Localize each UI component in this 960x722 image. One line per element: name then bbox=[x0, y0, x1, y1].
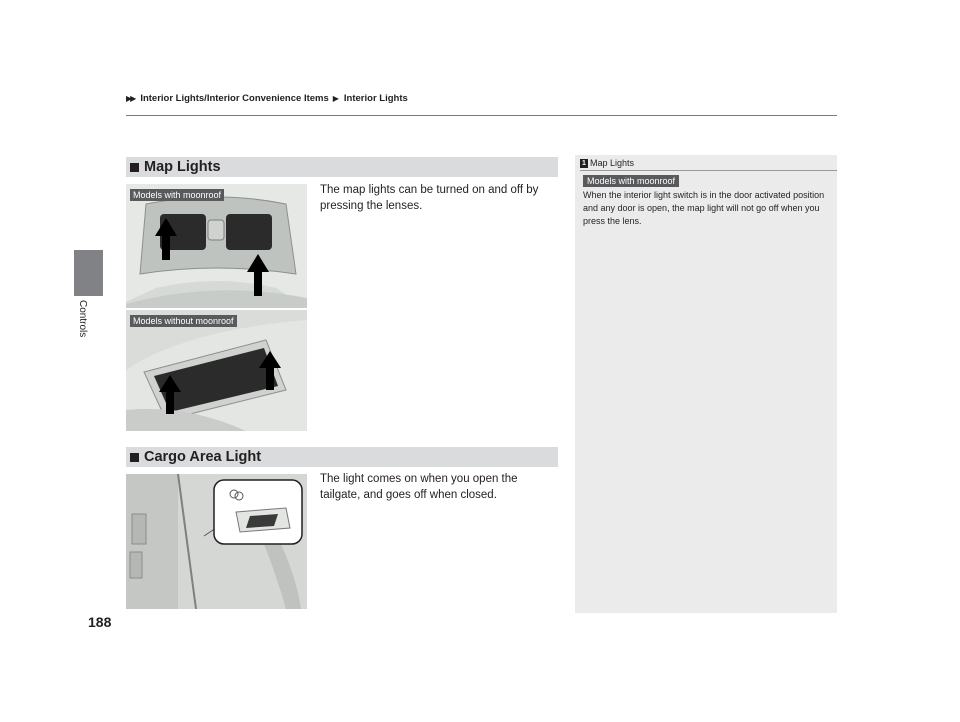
square-bullet-icon bbox=[130, 163, 139, 172]
header-divider bbox=[126, 115, 837, 116]
breadcrumb-item-parent[interactable]: Interior Lights/Interior Convenience Items bbox=[140, 93, 329, 104]
photo-map-lights-moonroof bbox=[126, 184, 307, 308]
breadcrumb-item-current[interactable]: Interior Lights bbox=[343, 93, 408, 104]
page-number: 188 bbox=[88, 614, 112, 630]
breadcrumb bbox=[126, 93, 408, 104]
photo-cargo-area-light bbox=[126, 474, 307, 609]
square-bullet-icon bbox=[130, 453, 139, 462]
chapter-tab bbox=[74, 250, 103, 296]
double-arrow-icon: ▶▶ bbox=[126, 94, 135, 103]
side-note-heading bbox=[580, 158, 634, 168]
side-note-tag: Models with moonroof bbox=[583, 175, 679, 187]
photo-map-lights-no-moonroof bbox=[126, 310, 307, 431]
chapter-label[interactable]: Controls bbox=[77, 300, 88, 338]
side-note-divider bbox=[580, 170, 837, 171]
note-marker-icon: 1 bbox=[580, 159, 588, 168]
arrow-right-icon: ▶ bbox=[332, 94, 339, 103]
photo-tag-no-moonroof: Models without moonroof bbox=[130, 315, 237, 327]
photo-tag-moonroof: Models with moonroof bbox=[130, 189, 224, 201]
side-note-text: When the interior light switch is in the door activated position and any door is open, the map light will not go off when you press the lens. bbox=[583, 190, 825, 226]
section-heading-map-lights bbox=[126, 157, 558, 177]
side-note-title[interactable]: Map Lights bbox=[590, 158, 635, 168]
section-heading-text: Cargo Area Light bbox=[144, 449, 262, 465]
cargo-light-description: The light comes on when you open the tailgate, and goes off when closed. bbox=[320, 473, 518, 501]
map-lights-description: The map lights can be turned on and off by pressing the lenses. bbox=[320, 184, 539, 212]
section-heading-text: Map Lights bbox=[144, 159, 221, 175]
section-heading-cargo-light bbox=[126, 447, 558, 467]
